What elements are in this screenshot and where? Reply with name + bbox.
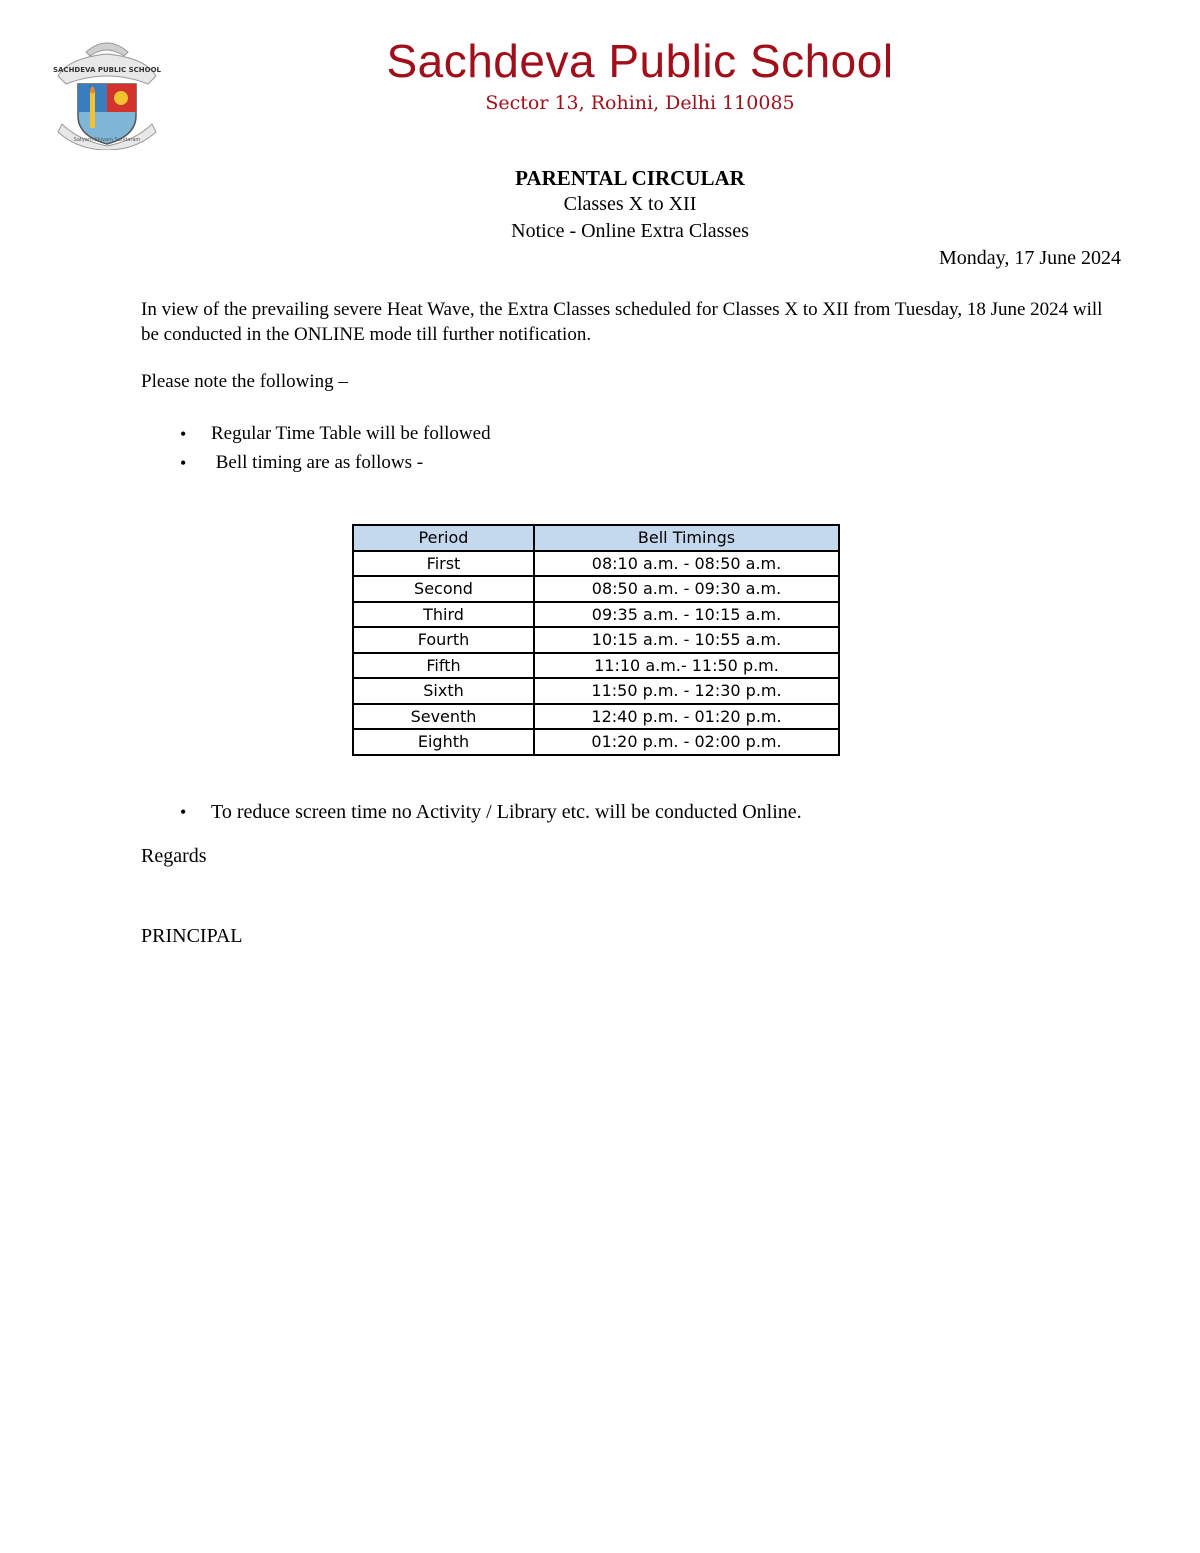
table-row [353,704,839,730]
bell-timings-table [352,524,840,756]
regards-text: Regards [141,845,207,867]
circular-classes: Classes X to XII [563,193,697,215]
period-cell: Sixth [353,678,534,704]
table-header-row [353,525,839,551]
list-item: • Regular Time Table will be followed [180,422,491,451]
bullet-list [180,422,491,480]
period-cell: Eighth [353,729,534,755]
period-cell: Fourth [353,627,534,653]
list-item: • Bell timing are as follows - [180,451,491,480]
note-intro: Please note the following – [141,371,348,392]
timing-cell: 10:15 a.m. - 10:55 a.m. [534,627,839,653]
school-name: Sachdeva Public School [386,35,894,87]
table-row [353,653,839,679]
timing-cell: 08:10 a.m. - 08:50 a.m. [534,551,839,577]
column-header-period: Period [353,525,534,551]
period-cell: Third [353,602,534,628]
timing-cell: 11:10 a.m.- 11:50 p.m. [534,653,839,679]
list-item: • To reduce screen time no Activity / Library etc. will be conducted Online. [180,799,802,825]
period-cell: First [353,551,534,577]
period-cell: Second [353,576,534,602]
timing-cell: 01:20 p.m. - 02:00 p.m. [534,729,839,755]
body-paragraph: In view of the prevailing severe Heat Wave, the Extra Classes scheduled for Classes X to XII from Tuesday, 18 June 2024 will be conducted in the ONLINE mode till further notification. [141,299,1103,345]
table-row [353,729,839,755]
circular-notice: Notice - Online Extra Classes [511,220,749,242]
circular-title: PARENTAL CIRCULAR [515,166,745,190]
timing-cell: 11:50 p.m. - 12:30 p.m. [534,678,839,704]
crest-motto-text: Satyam Shivam Sundaram [73,137,141,143]
table-row [353,551,839,577]
table-row [353,678,839,704]
table-row [353,576,839,602]
timing-cell: 08:50 a.m. - 09:30 a.m. [534,576,839,602]
signature-principal: PRINCIPAL [141,925,243,947]
circular-date: Monday, 17 June 2024 [938,247,1121,269]
crest-ribbon-text: SACHDEVA PUBLIC SCHOOL [52,66,162,74]
table-row [353,627,839,653]
timing-cell: 12:40 p.m. - 01:20 p.m. [534,704,839,730]
timing-cell: 09:35 a.m. - 10:15 a.m. [534,602,839,628]
period-cell: Fifth [353,653,534,679]
final-bullet-list [180,799,802,825]
table-row [353,602,839,628]
period-cell: Seventh [353,704,534,730]
school-address: Sector 13, Rohini, Delhi 110085 [485,92,795,114]
column-header-bell-timings: Bell Timings [534,525,839,551]
